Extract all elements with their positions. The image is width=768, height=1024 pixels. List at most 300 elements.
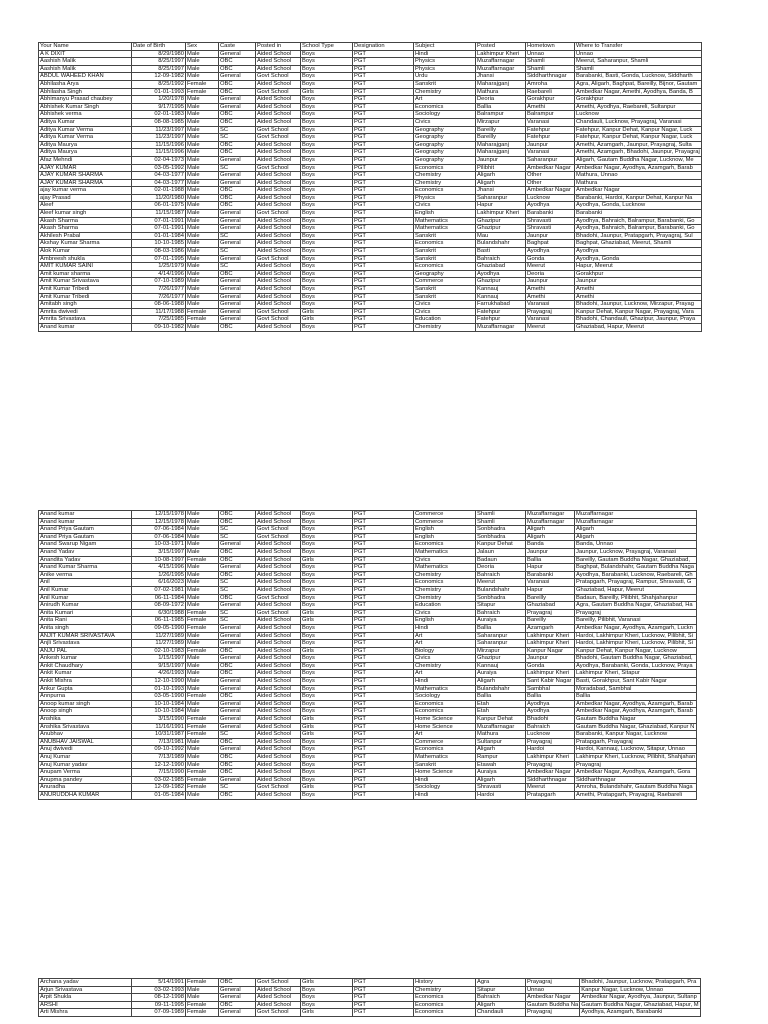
table-cell: Boys: [301, 73, 353, 81]
table-row: [39, 624, 697, 632]
table-cell: Boys: [301, 700, 353, 708]
table-cell: Male: [186, 564, 219, 572]
table-cell: Boys: [301, 754, 353, 762]
table-cell: General: [219, 986, 256, 994]
table-cell: ANUBHAV JAISWAL: [39, 738, 132, 746]
table-cell: PGT: [353, 624, 414, 632]
table-cell: Ambedkar Nagar, Ayodhya, Azamgarh, Barab: [575, 708, 697, 716]
table-cell: Education: [414, 316, 476, 324]
table-cell: Geography: [414, 270, 476, 278]
table-cell: Mirzapur: [476, 118, 526, 126]
table-cell: 11/20/1980: [132, 194, 186, 202]
table-row: [39, 263, 702, 271]
table-cell: Biology: [414, 647, 476, 655]
table-cell: Male: [186, 50, 219, 58]
table-cell: PGT: [353, 986, 414, 994]
table-cell: Jaunpur: [526, 141, 575, 149]
table-cell: Lucknow: [526, 194, 575, 202]
table-cell: Ambreesh shukla: [39, 255, 132, 263]
table-cell: Boys: [301, 240, 353, 248]
table-cell: Jaunpur, Lucknow, Prayagraj, Varanasi: [575, 548, 697, 556]
table-cell: Chemistry: [414, 172, 476, 180]
table-cell: Anike verma: [39, 571, 132, 579]
table-cell: Govt School: [256, 255, 301, 263]
table-cell: Kannauj: [476, 286, 526, 294]
table-cell: Economics: [414, 994, 476, 1002]
table-cell: Aided School: [256, 556, 301, 564]
table-cell: Muzaffarnagar: [476, 58, 526, 66]
table-cell: PGT: [353, 716, 414, 724]
table-cell: Aided School: [256, 232, 301, 240]
table-cell: Gautam Buddha Nagar: [575, 716, 697, 724]
table-cell: Boys: [301, 255, 353, 263]
table-cell: 10/31/1987: [132, 731, 186, 739]
table-cell: OBC: [219, 754, 256, 762]
table-cell: General: [219, 50, 256, 58]
table-cell: 12-09-1982: [132, 73, 186, 81]
table-cell: Art: [414, 96, 476, 104]
table-cell: Female: [186, 88, 219, 96]
table-cell: Female: [186, 617, 219, 625]
table-cell: 07-10-1989: [132, 278, 186, 286]
table-row: [39, 754, 697, 762]
table-cell: Aided School: [256, 194, 301, 202]
table-cell: Economics: [414, 708, 476, 716]
table-cell: 10-10-1985: [132, 240, 186, 248]
table-cell: Anand Yadav: [39, 548, 132, 556]
table-cell: Commerce: [414, 738, 476, 746]
table-cell: 02-10-1983: [132, 647, 186, 655]
table-cell: Hardoi: [526, 746, 575, 754]
table-cell: Bahraich: [476, 255, 526, 263]
table-cell: Home Science: [414, 769, 476, 777]
table-cell: Commerce: [414, 278, 476, 286]
table-cell: Girls: [301, 731, 353, 739]
table-cell: Home Science: [414, 716, 476, 724]
table-cell: Economics: [414, 187, 476, 195]
table-cell: Aditya Maurya: [39, 141, 132, 149]
table-cell: Barabanki, Basti, Gonda, Lucknow, Siddharth: [575, 73, 702, 81]
table-cell: Boys: [301, 791, 353, 799]
table-cell: Anoop kumar singh: [39, 700, 132, 708]
table-cell: Geography: [414, 126, 476, 134]
table-cell: Aided School: [256, 96, 301, 104]
table-cell: Anil: [39, 579, 132, 587]
table-cell: Boys: [301, 286, 353, 294]
table-cell: Male: [186, 118, 219, 126]
table-cell: Bhadohi, Jaunpur, Pratapgarh, Prayagraj, Sul: [575, 232, 702, 240]
table-cell: OBC: [219, 662, 256, 670]
table-cell: Aligarh: [526, 533, 575, 541]
table-cell: Male: [186, 738, 219, 746]
table-cell: ARSHI: [39, 1001, 132, 1009]
table-row: [39, 248, 702, 256]
table-cell: 07-09-1989: [132, 1009, 186, 1017]
table-cell: OBC: [219, 118, 256, 126]
table-cell: PGT: [353, 541, 414, 549]
table-cell: English: [414, 526, 476, 534]
table-cell: Baghpat, Bulandshahr, Gautam Buddha Naga: [575, 564, 697, 572]
table-cell: Sitapur: [476, 602, 526, 610]
table-cell: Govt School: [256, 609, 301, 617]
table-cell: Aleef kumar singh: [39, 210, 132, 218]
table-cell: Shravasti: [526, 217, 575, 225]
table-cell: Boys: [301, 518, 353, 526]
table-cell: General: [219, 225, 256, 233]
table-cell: Aditya Kumar Verma: [39, 126, 132, 134]
table-cell: Male: [186, 518, 219, 526]
table-cell: PGT: [353, 979, 414, 987]
table-cell: Bareilly: [476, 134, 526, 142]
table-cell: Maharajganj: [476, 141, 526, 149]
table-cell: PGT: [353, 518, 414, 526]
table-row: [39, 586, 697, 594]
table-cell: Aided School: [256, 518, 301, 526]
table-cell: Aligarh: [575, 533, 697, 541]
table-cell: Aided School: [256, 564, 301, 572]
table-cell: Hapur: [526, 586, 575, 594]
table-cell: Aided School: [256, 278, 301, 286]
table-cell: General: [219, 240, 256, 248]
table-row: [39, 202, 702, 210]
table-cell: Baghpat: [526, 240, 575, 248]
table-row: [39, 579, 697, 587]
table-cell: PGT: [353, 693, 414, 701]
table-cell: Ambedkar Nagar: [575, 187, 702, 195]
table-cell: Aided School: [256, 270, 301, 278]
table-cell: General: [219, 73, 256, 81]
table-cell: Aided School: [256, 693, 301, 701]
table-cell: Mathura, Unnao: [575, 172, 702, 180]
table-cell: Civics: [414, 202, 476, 210]
table-cell: Boys: [301, 58, 353, 66]
table-cell: PGT: [353, 134, 414, 142]
table-cell: Female: [186, 769, 219, 777]
table-cell: Aided School: [256, 263, 301, 271]
table-cell: Boys: [301, 548, 353, 556]
table-cell: Boys: [301, 624, 353, 632]
table-cell: Aligarh: [476, 179, 526, 187]
table-cell: Deoria: [526, 270, 575, 278]
table-row: [39, 240, 702, 248]
table-cell: Hapur, Meerut: [575, 263, 702, 271]
table-cell: 7/13/1981: [132, 738, 186, 746]
table-cell: Urdu: [414, 73, 476, 81]
table-cell: Physics: [414, 65, 476, 73]
table-cell: General: [219, 994, 256, 1002]
table-cell: Boys: [301, 640, 353, 648]
table-cell: OBC: [219, 65, 256, 73]
table-cell: Barabanki: [526, 210, 575, 218]
table-cell: PGT: [353, 784, 414, 792]
table-row: [39, 678, 697, 686]
table-row: [39, 149, 702, 157]
table-cell: ANJU PAL: [39, 647, 132, 655]
table-cell: Amit Kumar Srivastava: [39, 278, 132, 286]
table-cell: Jaunpur: [526, 278, 575, 286]
table-cell: Boys: [301, 301, 353, 309]
table-cell: Hardoi, Lakhimpur Kheri, Lucknow, Pilibhit, Si: [575, 632, 697, 640]
table-cell: OBC: [219, 647, 256, 655]
table-cell: Amethi: [526, 103, 575, 111]
table-cell: Boys: [301, 187, 353, 195]
table-cell: 10-10-1984: [132, 708, 186, 716]
table-cell: Govt School: [256, 1009, 301, 1017]
column-header: Caste: [219, 43, 256, 51]
table-cell: Female: [186, 716, 219, 724]
table-cell: PGT: [353, 270, 414, 278]
column-header: Posted in: [256, 43, 301, 51]
table-cell: PGT: [353, 994, 414, 1002]
table-cell: Aided School: [256, 149, 301, 157]
table-cell: Boys: [301, 323, 353, 331]
table-cell: Ghazipur: [476, 655, 526, 663]
table-cell: Male: [186, 301, 219, 309]
table-cell: General: [219, 716, 256, 724]
table-row: [39, 301, 702, 309]
table-cell: Pratapgarh: [526, 791, 575, 799]
table-cell: Chemistry: [414, 986, 476, 994]
table-cell: 03-05-1990: [132, 693, 186, 701]
table-cell: Anuj dwivedi: [39, 746, 132, 754]
table-cell: Economics: [414, 103, 476, 111]
table-row: [39, 685, 697, 693]
table-cell: Varanasi: [526, 316, 575, 324]
table-cell: Economics: [414, 164, 476, 172]
table-cell: Mathematics: [414, 564, 476, 572]
table-cell: Ambedkar Nagar: [526, 769, 575, 777]
table-cell: Aided School: [256, 286, 301, 294]
table-cell: AJAY KUMAR SHARMA: [39, 172, 132, 180]
table-cell: Gorakhpur: [575, 270, 702, 278]
table-cell: Female: [186, 693, 219, 701]
table-cell: Agra, Gautam Buddha Nagar, Ghaziabad, Ha: [575, 602, 697, 610]
table-cell: OBC: [219, 194, 256, 202]
table-cell: Aided School: [256, 225, 301, 233]
table-cell: Aided School: [256, 662, 301, 670]
table-cell: 1/20/1978: [132, 96, 186, 104]
table-cell: Boys: [301, 134, 353, 142]
table-cell: PGT: [353, 194, 414, 202]
table-cell: PGT: [353, 723, 414, 731]
table-cell: Fatehpur: [526, 126, 575, 134]
table-cell: General: [219, 776, 256, 784]
table-row: [39, 80, 702, 88]
table-cell: Shamli: [526, 65, 575, 73]
table-cell: General: [219, 564, 256, 572]
table-row: [39, 172, 702, 180]
table-row: [39, 134, 702, 142]
table-cell: Govt School: [256, 594, 301, 602]
table-row: [39, 655, 697, 663]
table-cell: Jalaun: [476, 548, 526, 556]
table-cell: Chandauli, Lucknow, Prayagraj, Varanasi: [575, 118, 702, 126]
table-cell: Ghaziabad: [476, 263, 526, 271]
table-cell: OBC: [219, 548, 256, 556]
table-cell: Amrita Srivastava: [39, 316, 132, 324]
table-cell: Siddharthnagar: [526, 73, 575, 81]
table-cell: Male: [186, 194, 219, 202]
table-row: [39, 58, 702, 66]
table-cell: English: [414, 210, 476, 218]
table-cell: Boys: [301, 141, 353, 149]
table-cell: PGT: [353, 670, 414, 678]
table-row: [39, 270, 702, 278]
table-cell: Aided School: [256, 624, 301, 632]
column-header: School Type: [301, 43, 353, 51]
table-cell: Male: [186, 270, 219, 278]
table-cell: Aashish Malik: [39, 58, 132, 66]
table-cell: Fatehpur: [476, 316, 526, 324]
table-cell: PGT: [353, 293, 414, 301]
table-cell: Prayagraj: [526, 979, 580, 987]
table-cell: Sanskrit: [414, 248, 476, 256]
table-cell: Boys: [301, 994, 353, 1002]
table-cell: Ballia: [476, 103, 526, 111]
table-cell: General: [219, 723, 256, 731]
table-cell: 11/15/1987: [132, 210, 186, 218]
table-cell: Etawah: [476, 761, 526, 769]
table-cell: OBC: [219, 58, 256, 66]
table-cell: Boys: [301, 278, 353, 286]
table-row: [39, 96, 702, 104]
table-row: [39, 308, 702, 316]
table-cell: Saharanpur: [476, 632, 526, 640]
table-cell: 04-03-1977: [132, 179, 186, 187]
table-cell: Fatehpur, Kanpur Dehat, Kanpur Nagar, Luck: [575, 126, 702, 134]
table-cell: Balrampur: [526, 111, 575, 119]
table-cell: Mathura: [476, 731, 526, 739]
table-cell: Boys: [301, 769, 353, 777]
table-cell: Male: [186, 571, 219, 579]
table-cell: General: [219, 700, 256, 708]
table-row: [39, 217, 702, 225]
table-cell: Boys: [301, 541, 353, 549]
table-cell: Aided School: [256, 685, 301, 693]
table-cell: General: [219, 217, 256, 225]
table-cell: Boys: [301, 179, 353, 187]
table-cell: Female: [186, 731, 219, 739]
table-cell: 4/26/1993: [132, 670, 186, 678]
table-cell: Govt School: [256, 979, 301, 987]
table-cell: Amethi, Pratapgarh, Prayagraj, Raebareli: [575, 791, 697, 799]
table-cell: Deoria: [476, 96, 526, 104]
table-cell: Abhimanyu Prasad chaubey: [39, 96, 132, 104]
table-cell: PGT: [353, 700, 414, 708]
table-cell: Male: [186, 526, 219, 534]
table-cell: ABDUL WAHEED KHAN: [39, 73, 132, 81]
table-cell: 02-01-1988: [132, 187, 186, 195]
table-cell: Male: [186, 232, 219, 240]
table-cell: Female: [186, 316, 219, 324]
table-cell: Azamgarh: [526, 624, 575, 632]
table-cell: Bhadohi: [526, 716, 575, 724]
table-cell: Male: [186, 126, 219, 134]
table-cell: PGT: [353, 685, 414, 693]
table-cell: Anshika Srivastava: [39, 723, 132, 731]
table-cell: 01-01-1984: [132, 232, 186, 240]
table-cell: Boys: [301, 80, 353, 88]
table-cell: 07-06-1984: [132, 526, 186, 534]
table-cell: Economics: [414, 263, 476, 271]
table-cell: Sambhal: [526, 685, 575, 693]
table-cell: Arpit Shukla: [39, 994, 132, 1002]
table-cell: Anand kumar: [39, 518, 132, 526]
column-header: Subject: [414, 43, 476, 51]
table-cell: OBC: [219, 141, 256, 149]
table-cell: Sociology: [414, 111, 476, 119]
table-cell: SC: [219, 617, 256, 625]
table-cell: Varanasi: [526, 579, 575, 587]
table-cell: Chemistry: [414, 662, 476, 670]
table-cell: PGT: [353, 556, 414, 564]
table-cell: Aided School: [256, 731, 301, 739]
table-cell: Gonda: [526, 662, 575, 670]
table-cell: Amethi: [575, 293, 702, 301]
table-cell: PGT: [353, 746, 414, 754]
table-cell: Muzaffarnagar: [526, 511, 575, 519]
table-cell: 09-10-1982: [132, 323, 186, 331]
table-cell: PGT: [353, 526, 414, 534]
table-cell: Aided School: [256, 58, 301, 66]
table-row: [39, 564, 697, 572]
table-row: [39, 632, 697, 640]
table-cell: Aided School: [256, 118, 301, 126]
table-cell: Art: [414, 670, 476, 678]
table-cell: Male: [186, 141, 219, 149]
table-cell: 08-03-1986: [132, 248, 186, 256]
table-cell: Shravasti: [526, 225, 575, 233]
table-cell: Female: [186, 647, 219, 655]
table-cell: PGT: [353, 164, 414, 172]
table-cell: ajay Prasad: [39, 194, 132, 202]
table-cell: SC: [219, 126, 256, 134]
table-cell: Chemistry: [414, 179, 476, 187]
table-cell: General: [219, 286, 256, 294]
table-cell: Auraiya: [476, 617, 526, 625]
table-cell: Hindi: [414, 50, 476, 58]
table-cell: Sanskrit: [414, 761, 476, 769]
table-cell: Economics: [414, 700, 476, 708]
table-cell: Aided School: [256, 640, 301, 648]
table-cell: Ayodhya, Bahraich, Balrampur, Barabanki, Go: [575, 217, 702, 225]
table-cell: PGT: [353, 617, 414, 625]
table-cell: SC: [219, 784, 256, 792]
table-cell: General: [219, 96, 256, 104]
table-cell: 1/26/1995: [132, 571, 186, 579]
table-cell: Alok Kumar: [39, 248, 132, 256]
table-row: [39, 194, 702, 202]
table-cell: Anand Swarup Nigam: [39, 541, 132, 549]
table-cell: Auraiya: [476, 670, 526, 678]
table-cell: PGT: [353, 286, 414, 294]
table-cell: Male: [186, 73, 219, 81]
table-cell: Ambedkar Nagar, Ayodhya, Azamgarh, Barab: [575, 700, 697, 708]
table-cell: Bhadohi, Chandauli, Ghazipur, Jaunpur, Praya: [575, 316, 702, 324]
table-row: [39, 156, 702, 164]
table-cell: OBC: [219, 511, 256, 519]
table-cell: Aided School: [256, 761, 301, 769]
table-cell: Boys: [301, 678, 353, 686]
table-cell: PGT: [353, 149, 414, 157]
table-cell: Economics: [414, 1001, 476, 1009]
table-cell: Govt School: [256, 526, 301, 534]
table-row: [39, 776, 697, 784]
table-cell: Male: [186, 263, 219, 271]
table-cell: Economics: [414, 746, 476, 754]
table-cell: OBC: [219, 1001, 256, 1009]
table-cell: General: [219, 708, 256, 716]
